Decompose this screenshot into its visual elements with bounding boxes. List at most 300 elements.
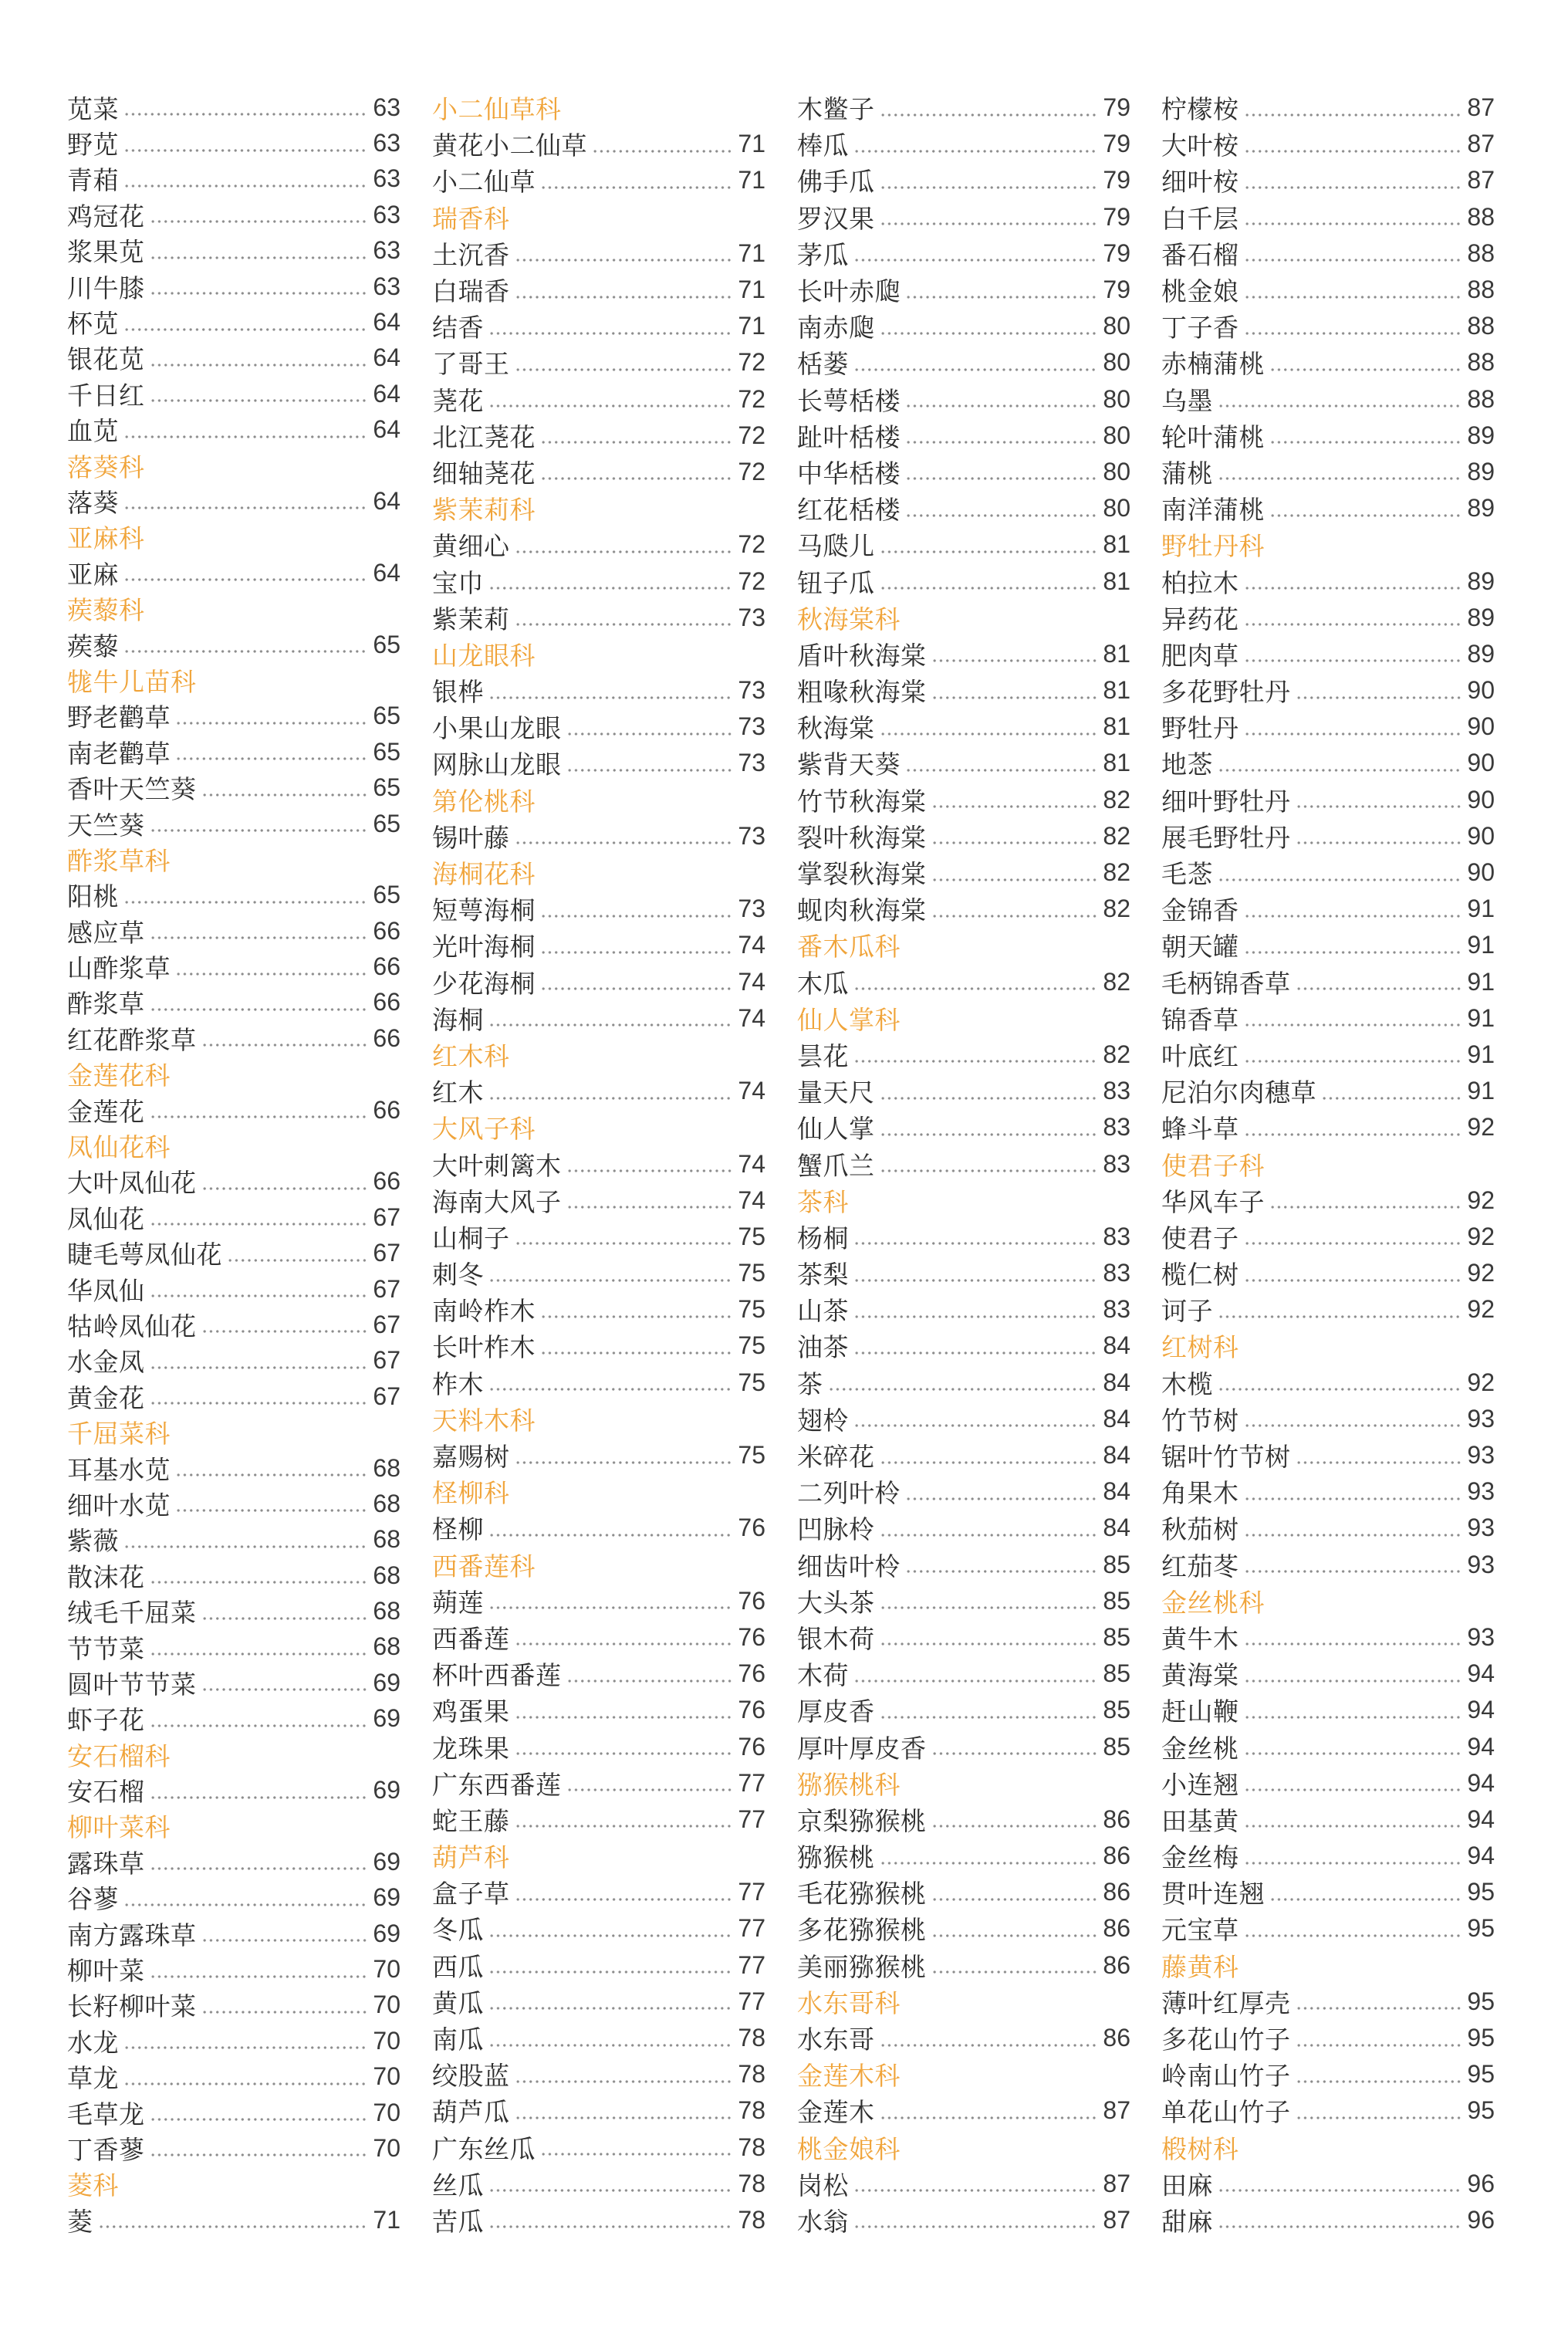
dot-leader [540, 951, 732, 954]
dot-leader [150, 1366, 367, 1369]
page-number: 84 [1103, 1441, 1130, 1470]
page-number: 83 [1103, 1259, 1130, 1287]
page-number: 79 [1103, 276, 1130, 304]
page-number: 64 [373, 343, 400, 372]
index-entry [432, 454, 765, 490]
page-number: 73 [738, 895, 765, 923]
dot-leader [566, 1788, 732, 1791]
page-number: 78 [738, 2133, 765, 2161]
index-entry [1161, 1182, 1495, 1219]
page-number: 81 [1103, 712, 1130, 741]
family-name: 使君子科 [1161, 1150, 1265, 1181]
family-heading [67, 841, 400, 877]
dot-leader [853, 1351, 1097, 1355]
page-number: 67 [373, 1203, 400, 1231]
index-entry [67, 1307, 400, 1342]
page-number: 71 [738, 276, 765, 304]
family-heading [797, 1182, 1130, 1219]
entry-name: 细叶野牡丹 [1161, 786, 1291, 817]
page-number: 66 [373, 1023, 400, 1052]
dot-leader [540, 1315, 732, 1318]
index-entry [67, 2058, 400, 2094]
index-entry [432, 1619, 765, 1656]
dot-leader [1296, 841, 1462, 844]
page-number: 82 [1103, 858, 1130, 887]
index-entry [797, 1947, 1130, 1984]
entry-name: 结香 [432, 313, 484, 343]
index-entry [1161, 1510, 1495, 1546]
dot-leader [1244, 732, 1462, 736]
dot-leader [1244, 259, 1462, 262]
dot-leader [1296, 1461, 1462, 1464]
dot-leader [175, 1509, 367, 1512]
page-number: 73 [738, 821, 765, 850]
family-heading [432, 199, 765, 235]
dot-leader [201, 1617, 367, 1620]
entry-name: 金莲花 [67, 1096, 145, 1127]
page-number: 88 [1467, 348, 1495, 377]
family-name: 大风子科 [432, 1114, 536, 1145]
dot-leader [488, 2044, 732, 2047]
index-entry [67, 1665, 400, 1700]
family-name: 落葵科 [67, 452, 145, 482]
entry-name: 蛇王藤 [432, 1805, 510, 1836]
dot-leader [488, 587, 732, 590]
page-number: 90 [1467, 821, 1495, 850]
dot-leader [488, 2007, 732, 2010]
dot-leader [515, 1642, 732, 1646]
page-number: 87 [1103, 2096, 1130, 2125]
index-entry [67, 1844, 400, 1879]
page-number: 95 [1467, 1878, 1495, 1906]
dot-leader [1244, 332, 1462, 335]
dot-leader [1296, 987, 1462, 990]
index-entry [432, 1437, 765, 1473]
index-entry [432, 1583, 765, 1619]
page-number: 71 [738, 238, 765, 267]
index-entry [797, 1219, 1130, 1255]
entry-name: 多花猕猴桃 [797, 1915, 927, 1946]
dot-leader [515, 2080, 732, 2083]
entry-name: 木瓜 [797, 968, 849, 999]
family-heading [432, 1037, 765, 1073]
page-number: 86 [1103, 1878, 1130, 1906]
family-heading [67, 519, 400, 555]
family-heading [797, 1765, 1130, 1801]
index-entry [67, 699, 400, 734]
family-name: 瑞香科 [432, 203, 510, 234]
page-number: 73 [738, 603, 765, 631]
page-number: 74 [738, 1149, 765, 1178]
family-name: 藤黄科 [1161, 1951, 1239, 1982]
entry-name: 圆叶节节菜 [67, 1669, 197, 1700]
entry-name: 天竺葵 [67, 810, 145, 841]
dot-leader [880, 186, 1097, 189]
entry-name: 广东西番莲 [432, 1769, 562, 1800]
page-number: 67 [373, 1346, 400, 1375]
family-heading [67, 1414, 400, 1449]
dot-leader [150, 1867, 367, 1870]
page-number: 68 [373, 1453, 400, 1482]
index-entry [797, 854, 1130, 891]
dot-leader [853, 1679, 1097, 1683]
index-entry [432, 672, 765, 709]
dot-leader [123, 506, 367, 509]
dot-leader [1244, 1497, 1462, 1500]
dot-leader [150, 1652, 367, 1656]
family-name: 亚麻科 [67, 523, 145, 554]
dot-leader [150, 1008, 367, 1011]
dot-leader [150, 256, 367, 259]
entry-name: 黄金花 [67, 1382, 145, 1413]
dot-leader [150, 1796, 367, 1799]
dot-leader [150, 1115, 367, 1118]
family-heading [67, 662, 400, 698]
index-entry [797, 1801, 1130, 1838]
dot-leader [515, 1461, 732, 1464]
index-entry [432, 927, 765, 963]
entry-name: 京梨猕猴桃 [797, 1805, 927, 1836]
index-entry [797, 235, 1130, 272]
page-number: 78 [738, 2096, 765, 2125]
entry-name: 中华栝楼 [797, 458, 901, 489]
entry-name: 鸡冠花 [67, 201, 145, 232]
page-number: 81 [1103, 567, 1130, 595]
entry-name: 大叶桉 [1161, 130, 1239, 161]
page-number: 89 [1467, 567, 1495, 595]
dot-leader [540, 2153, 732, 2156]
page-number: 88 [1467, 384, 1495, 413]
entry-name: 甜麻 [1161, 2206, 1213, 2237]
entry-name: 华凤仙 [67, 1275, 145, 1306]
dot-leader [880, 587, 1097, 590]
dot-leader [931, 659, 1097, 662]
entry-name: 银花苋 [67, 344, 145, 375]
family-name: 红木科 [432, 1040, 510, 1071]
entry-name: 盾叶秋海棠 [797, 640, 927, 671]
family-name: 西番莲科 [432, 1551, 536, 1581]
entry-name: 趾叶栝楼 [797, 421, 901, 452]
dot-leader [828, 1388, 1097, 1391]
dot-leader [150, 2153, 367, 2156]
dot-leader [1244, 1060, 1462, 1063]
dot-leader [201, 793, 367, 797]
index-entry [432, 1765, 765, 1801]
page-number: 77 [738, 1914, 765, 1943]
entry-name: 丁子香 [1161, 313, 1239, 343]
page-number: 63 [373, 129, 400, 157]
entry-name: 多花野牡丹 [1161, 677, 1291, 708]
index-entry [67, 1199, 400, 1235]
dot-leader [488, 2189, 732, 2192]
entry-name: 蒴莲 [432, 1587, 484, 1618]
index-entry [797, 162, 1130, 198]
dot-leader [566, 732, 732, 736]
dot-leader [1244, 1534, 1462, 1537]
index-entry [1161, 927, 1495, 963]
page-number: 89 [1467, 639, 1495, 668]
page-number: 92 [1467, 1113, 1495, 1142]
page-number: 81 [1103, 749, 1130, 777]
entry-name: 单花山竹子 [1161, 2097, 1291, 2128]
index-entry [432, 344, 765, 381]
index-entry [797, 1510, 1130, 1546]
index-entry [432, 1000, 765, 1037]
dot-leader [1269, 441, 1461, 444]
dot-leader [515, 1898, 732, 1901]
dot-leader [1244, 1752, 1462, 1755]
page-number: 70 [373, 2133, 400, 2162]
entry-name: 细叶桉 [1161, 167, 1239, 198]
entry-name: 轮叶蒲桃 [1161, 421, 1265, 452]
index-entry [67, 1916, 400, 1951]
family-name: 野牡丹科 [1161, 531, 1265, 562]
family-name: 秋海棠科 [797, 604, 901, 634]
page-number: 68 [373, 1597, 400, 1625]
family-heading [797, 2056, 1130, 2092]
dot-leader [488, 1279, 732, 1282]
page-number: 90 [1467, 676, 1495, 705]
index-entry [432, 2056, 765, 2092]
dot-leader [175, 757, 367, 760]
dot-leader [1269, 1898, 1461, 1901]
page-number: 79 [1103, 166, 1130, 194]
family-name: 仙人掌科 [797, 1004, 901, 1035]
page-number: 67 [373, 1382, 400, 1410]
entry-name: 蟹爪兰 [797, 1150, 875, 1181]
page-number: 95 [1467, 2096, 1495, 2125]
dot-leader [1296, 2080, 1462, 2083]
family-name: 第伦桃科 [432, 786, 536, 817]
dot-leader [1269, 1206, 1461, 1209]
index-entry [67, 913, 400, 949]
entry-name: 长萼栝楼 [797, 385, 901, 416]
dot-leader [1244, 222, 1462, 225]
family-name: 山龙眼科 [432, 640, 536, 671]
page-number: 68 [373, 1561, 400, 1589]
index-entry [67, 1558, 400, 1593]
dot-leader [1244, 587, 1462, 590]
index-entry [67, 376, 400, 411]
family-name: 金莲花科 [67, 1060, 171, 1091]
index-entry [432, 1145, 765, 1182]
entry-name: 朝天罐 [1161, 932, 1239, 962]
dot-leader [880, 113, 1097, 117]
index-entry [67, 1450, 400, 1486]
index-entry [797, 526, 1130, 563]
entry-name: 诃子 [1161, 1296, 1213, 1327]
page-number: 73 [738, 712, 765, 741]
entry-name: 裂叶秋海棠 [797, 822, 927, 853]
index-entry [1161, 1037, 1495, 1073]
family-heading [797, 1984, 1130, 2020]
page-number: 79 [1103, 202, 1130, 231]
entry-name: 黄花小二仙草 [432, 130, 587, 161]
dot-leader [201, 1330, 367, 1333]
page-number: 70 [373, 2026, 400, 2055]
index-entry [432, 1510, 765, 1546]
family-heading [432, 1473, 765, 1510]
index-entry [1161, 1437, 1495, 1473]
page-number: 72 [738, 348, 765, 377]
family-heading [67, 448, 400, 483]
entry-name: 翅柃 [797, 1405, 849, 1436]
dot-leader [1244, 659, 1462, 662]
index-entry [797, 272, 1130, 308]
entry-name: 大头茶 [797, 1587, 875, 1618]
page-number: 81 [1103, 676, 1130, 705]
index-entry [797, 1037, 1130, 1073]
dot-leader [853, 1242, 1097, 1245]
dot-leader [150, 829, 367, 832]
index-entry [67, 1701, 400, 1737]
dot-leader [1244, 623, 1462, 626]
index-entry [432, 1910, 765, 1947]
index-entry [67, 1772, 400, 1808]
family-heading [797, 600, 1130, 636]
entry-name: 小连翘 [1161, 1769, 1239, 1800]
index-entry [1161, 1838, 1495, 1874]
page-number: 91 [1467, 895, 1495, 923]
index-entry [1161, 1692, 1495, 1728]
page-number: 70 [373, 1991, 400, 2019]
dot-leader [515, 259, 732, 262]
entry-name: 乌墨 [1161, 385, 1213, 416]
index-entry [1161, 235, 1495, 272]
index-entry [67, 233, 400, 269]
entry-name: 田麻 [1161, 2170, 1213, 2200]
entry-name: 毛草龙 [67, 2099, 145, 2129]
entry-name: 茅瓜 [797, 239, 849, 270]
page-number: 92 [1467, 1368, 1495, 1396]
index-entry [1161, 308, 1495, 344]
page-number: 68 [373, 1525, 400, 1554]
page-number: 80 [1103, 494, 1130, 523]
page-number: 85 [1103, 1586, 1130, 1615]
dot-leader [880, 732, 1097, 736]
dot-leader [515, 841, 732, 844]
dot-leader [488, 1534, 732, 1537]
dot-leader [175, 722, 367, 725]
entry-name: 岗松 [797, 2170, 849, 2200]
entry-name: 山茶 [797, 1296, 849, 1327]
entry-name: 柏拉木 [1161, 567, 1239, 598]
entry-name: 柽柳 [432, 1514, 484, 1545]
dot-leader [1244, 1679, 1462, 1683]
page-number: 70 [373, 1955, 400, 1983]
index-column-2 [432, 90, 765, 2238]
dot-leader [880, 1534, 1097, 1537]
page-number: 66 [373, 1095, 400, 1124]
index-entry [797, 1547, 1130, 1583]
dot-leader [931, 1934, 1097, 1937]
index-entry [797, 1255, 1130, 1291]
page-number: 71 [738, 130, 765, 158]
family-name: 金莲木科 [797, 2061, 901, 2092]
dot-leader [1244, 1279, 1462, 1282]
dot-leader [880, 1097, 1097, 1100]
page-number: 78 [738, 2205, 765, 2234]
dot-leader [853, 2189, 1097, 2192]
page-number: 85 [1103, 1550, 1130, 1578]
dot-leader [1244, 186, 1462, 189]
dot-leader [566, 769, 732, 772]
index-entry [67, 1343, 400, 1378]
page-number: 69 [373, 1668, 400, 1696]
index-entry [1161, 1000, 1495, 1037]
entry-name: 广东丝瓜 [432, 2133, 536, 2164]
family-name: 安石榴科 [67, 1740, 171, 1771]
page-number: 66 [373, 1167, 400, 1196]
dot-leader [931, 805, 1097, 808]
page-number: 72 [738, 530, 765, 559]
entry-name: 青葙 [67, 165, 119, 196]
dot-leader [880, 222, 1097, 225]
page-number: 63 [373, 272, 400, 300]
entry-name: 千日红 [67, 380, 145, 411]
entry-name: 北江荛花 [432, 421, 536, 452]
dot-leader [905, 441, 1097, 444]
page-number: 87 [1467, 93, 1495, 122]
dot-leader [880, 1642, 1097, 1646]
index-entry [1161, 1619, 1495, 1656]
index-entry [797, 1073, 1130, 1109]
family-name: 金丝桃科 [1161, 1587, 1265, 1618]
entry-name: 元宝草 [1161, 1915, 1239, 1946]
page-number: 93 [1467, 1550, 1495, 1578]
index-entry [432, 1692, 765, 1728]
index-entry [432, 2202, 765, 2238]
page-number: 67 [373, 1274, 400, 1303]
index-entry [1161, 1984, 1495, 2020]
index-entry [432, 418, 765, 454]
page-number: 77 [738, 1987, 765, 2015]
index-entry [1161, 636, 1495, 672]
entry-name: 睫毛萼凤仙花 [67, 1240, 222, 1270]
page-number: 70 [373, 2062, 400, 2091]
dot-leader [1244, 1424, 1462, 1427]
dot-leader [98, 2225, 367, 2228]
entry-name: 长叶赤瓟 [797, 276, 901, 307]
index-entry [1161, 1219, 1495, 1255]
page-number: 85 [1103, 1732, 1130, 1761]
page-number: 69 [373, 1847, 400, 1876]
page-number: 77 [738, 1768, 765, 1797]
entry-name: 节节菜 [67, 1633, 145, 1664]
page-number: 65 [373, 881, 400, 909]
page-number: 63 [373, 93, 400, 121]
entry-name: 野牡丹 [1161, 713, 1239, 744]
index-entry [67, 90, 400, 125]
index-entry [432, 308, 765, 344]
index-column-3 [797, 90, 1130, 2238]
index-entry [797, 90, 1130, 126]
entry-name: 细齿叶柃 [797, 1551, 901, 1581]
family-heading [1161, 1947, 1495, 1984]
dot-leader [1244, 296, 1462, 299]
family-name: 蒺藜科 [67, 595, 145, 626]
index-entry [1161, 454, 1495, 490]
page-number: 73 [738, 676, 765, 705]
page-number: 69 [373, 1883, 400, 1912]
page-number: 83 [1103, 1113, 1130, 1142]
entry-name: 米碎花 [797, 1442, 875, 1473]
entry-name: 木荷 [797, 1660, 849, 1691]
page-number: 90 [1467, 749, 1495, 777]
entry-name: 毛花猕猴桃 [797, 1879, 927, 1909]
index-entry [797, 1619, 1130, 1656]
page-number: 64 [373, 379, 400, 408]
